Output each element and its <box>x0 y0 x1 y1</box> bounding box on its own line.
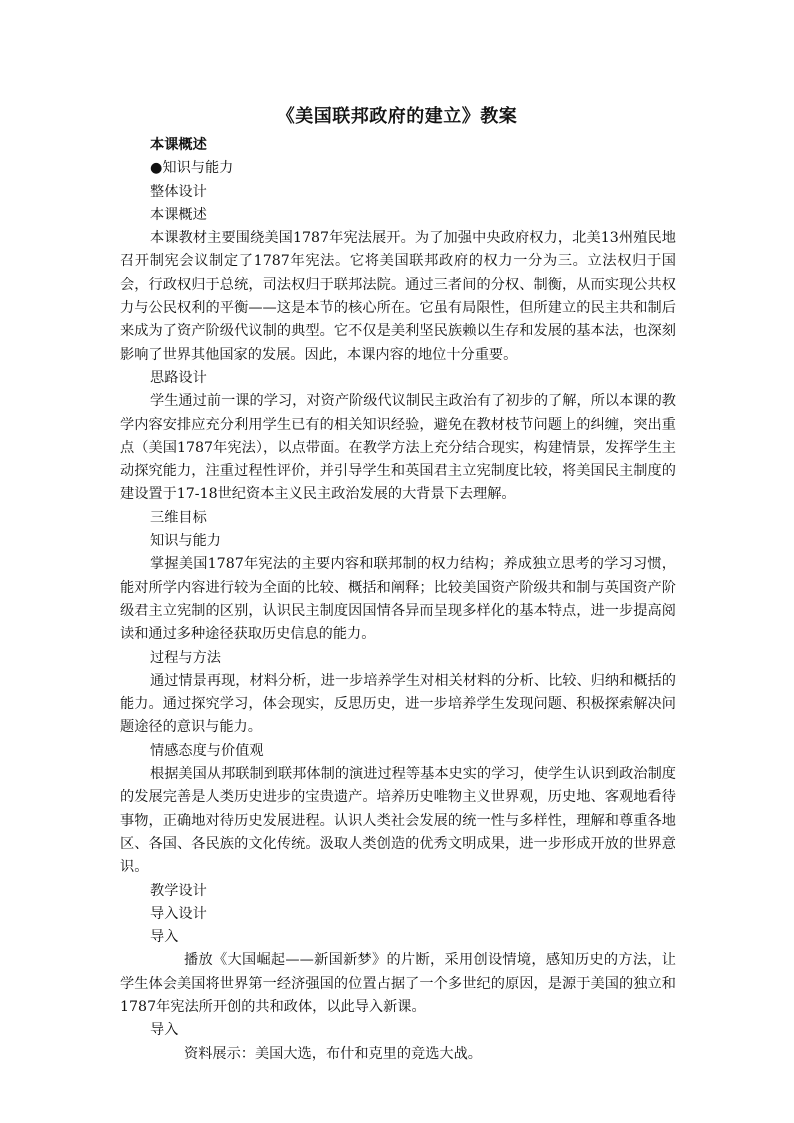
section-heading: 导入 <box>150 1022 179 1039</box>
section-heading: 整体设计 <box>150 183 207 200</box>
section-heading: ●知识与能力 <box>150 160 234 177</box>
section-heading: 导入 <box>150 929 179 946</box>
body-paragraph: 通过情景再现，材料分析，进一步培养学生对相关材料的分析、比较、归纳和概括的能力。通过探究学习，体会现实，反思历史，进一步培养学生发现问题、积极探索解决问题途径的意识与能力。 <box>120 672 676 736</box>
section-heading: 三维目标 <box>150 509 207 526</box>
body-paragraph: 学生通过前一课的学习，对资产阶级代议制民主政治有了初步的了解，所以本课的教学内容安排应充分利用学生已有的相关知识经验，避免在教材枝节问题上的纠缠，突出重点（美国1787年宪法），以点带面。在教学方法上充分结合现实，构建情景，发挥学生主动探究能力，注重过程性评价，并引导学生和英国君主立宪制度比较，将美国民主制度的建设置于17-18世纪资本主义民主政治发展的大背景下去理解。 <box>120 393 676 503</box>
body-paragraph: 掌握美国1787年宪法的主要内容和联邦制的权力结构；养成独立思考的学习习惯，能对所学内容进行较为全面的比较、概括和阐释；比较美国资产阶级共和制与英国资产阶级君主立宪制的区别，认识民主制度因国情各异而呈现多样化的基本特点，进一步提高阅读和通过多种途径获取历史信息的能力。 <box>120 556 676 643</box>
section-heading: 过程与方法 <box>150 649 221 666</box>
section-heading: 本课概述 <box>150 206 207 223</box>
section-heading: 教学设计 <box>150 882 207 899</box>
section-heading: 导入设计 <box>150 905 207 922</box>
section-heading: 情感态度与价值观 <box>150 742 264 759</box>
body-paragraph: 播放《大国崛起——新国新梦》的片断，采用创设情境，感知历史的方法，让学生体会美国将世界第一经济强国的位置占据了一个多世纪的原因，是源于美国的独立和1787年宪法所开创的共和政体，以此导入新课。 <box>120 952 676 1015</box>
body-paragraph: 本课教材主要围绕美国1787年宪法展开。为了加强中央政府权力，北美13州殖民地召开制宪会议制定了1787年宪法。它将美国联邦政府的权力一分为三。立法权归于国会，行政权归于总统，司法权归于联邦法院。通过三者间的分权、制衡，从而实现公共权力与公民权利的平衡——这是本节的核心所在。它虽有局限性，但所建立的民主共和制后来成为了资产阶级代议制的典型。它不仅是美利坚民族赖以生存和发展的基本法，也深刻影响了世界其他国家的发展。因此，本课内容的地位十分重要。 <box>120 230 676 363</box>
section-heading: 知识与能力 <box>150 533 221 550</box>
document-body <box>120 134 676 1066</box>
body-paragraph: 根据美国从邦联制到联邦体制的演进过程等基本史实的学习，使学生认识到政治制度的发展完善是人类历史进步的宝贵遗产。培养历史唯物主义世界观，历史地、客观地看待事物，正确地对待历史发展进程。认识人类社会发展的统一性与多样性，理解和尊重各地区、各国、各民族的文化传统。汲取人类创造的优秀文明成果，进一步形成开放的世界意识。 <box>120 766 676 876</box>
section-heading: 本课概述 <box>150 137 207 153</box>
body-paragraph: 资料展示：美国大选，布什和克里的竞选大战。 <box>184 1045 482 1062</box>
document-title: 《美国联邦政府的建立》教案 <box>276 106 518 127</box>
section-heading: 思路设计 <box>150 369 207 386</box>
